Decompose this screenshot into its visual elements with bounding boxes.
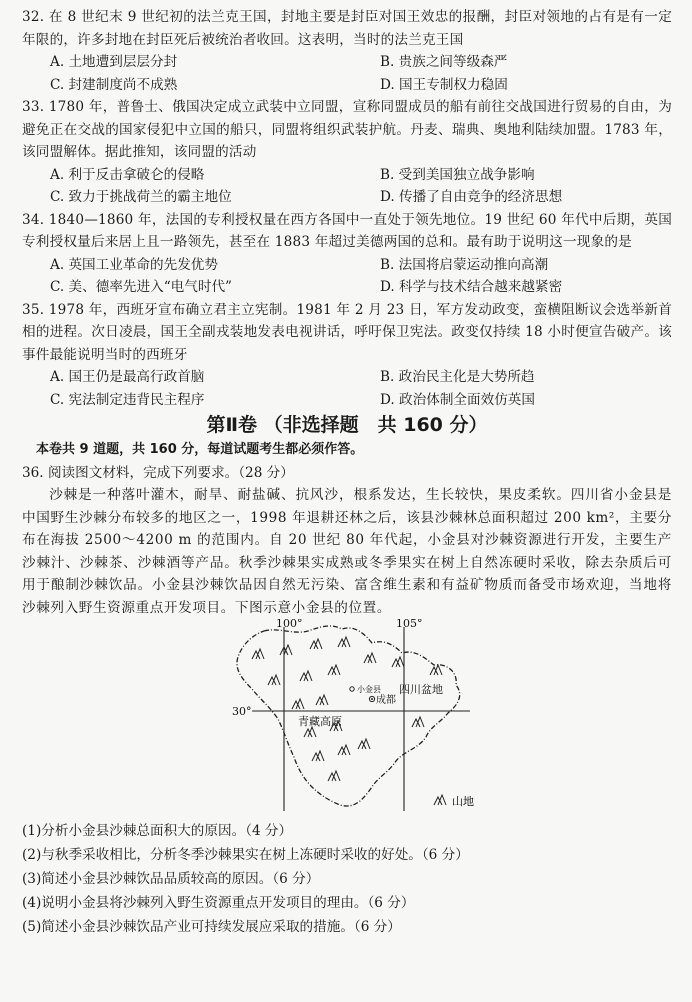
- question-34: [22, 209, 672, 299]
- question-33-options: [22, 164, 672, 209]
- subquestion-2: (2)与秋季采收相比，分析冬季沙棘果实在树上冻硬时采收的好处。（6 分）: [22, 847, 469, 863]
- location-map: [22, 619, 672, 819]
- lat-30-label: 30°: [232, 705, 252, 718]
- question-36-material: 沙棘是一种落叶灌木，耐旱、耐盐碱、抗风沙，根系发达，生长较快，果皮柔软。四川省小金县是中国野生沙棘分布较多的地区之一，1998 年退耕还林之后，该县沙棘林总面积超过 200 km²，主要分布在海拔 2500～4200 m 的范围内。自 20 世纪 80 年代起，小金县对沙棘资源进行开发，主要生产沙棘汁、沙棘茶、沙棘酒等产品。秋季沙棘果实成熟或冬季果实在树上自然冻硬时采收，除去杂质后可用于酿制沙棘饮品。小金县沙棘饮品因自然无污染、富含维生素和有益矿物质而备受市场欢迎，当地将沙棘列入野生资源重点开发项目。下图示意小金县的位置。: [22, 487, 672, 616]
- option-c[interactable]: C. 封建制度尚不成熟: [50, 76, 178, 93]
- question-32-stem: 32. 在 8 世纪末 9 世纪初的法兰克王国，封地主要是封臣对国王效忠的报酬，封臣对领地的占有是有一定年限的，许多封地在封臣死后被统治者收回。这表明，当时的法兰克王国: [22, 9, 672, 48]
- chengdu-label: 成都: [376, 695, 396, 706]
- mountain-legend-icon: [434, 795, 446, 805]
- lon-100-label: 100°: [276, 619, 303, 630]
- subquestion-3: (3)简述小金县沙棘饮品品质较高的原因。（6 分）: [22, 871, 320, 887]
- sichuan-basin-label: 四川盆地: [399, 683, 443, 696]
- tibet-plateau-label: 青藏高原: [298, 715, 342, 728]
- option-a[interactable]: A. 利于反击拿破仑的侵略: [50, 166, 205, 183]
- option-d[interactable]: D. 科学与技术结合越来越紧密: [380, 279, 563, 295]
- option-a[interactable]: A. 英国工业革命的先发优势: [50, 256, 218, 273]
- question-32-options: [22, 51, 672, 96]
- question-34-options: [22, 254, 672, 299]
- question-36-subquestions: [22, 819, 672, 939]
- question-36: [22, 462, 672, 940]
- option-d[interactable]: D. 国王专制权力稳固: [380, 76, 508, 93]
- option-a[interactable]: A. 土地遭到层层分封: [50, 54, 178, 70]
- section-title: 第Ⅱ卷 （非选择题 共 160 分）: [206, 414, 488, 436]
- section-note: 本卷共 9 道题，共 160 分，每道试题考生都必须作答。: [36, 442, 364, 457]
- option-d[interactable]: D. 政治体制全面效仿英国: [380, 391, 535, 408]
- xiaojin-label: 小金县: [357, 685, 381, 694]
- exam-page: [22, 6, 672, 939]
- sichuan-map: [212, 619, 502, 819]
- option-b[interactable]: B. 法国将启蒙运动推向高潮: [380, 256, 549, 273]
- option-c[interactable]: C. 宪法制定违背民主程序: [50, 391, 205, 408]
- xiaojin-marker: [350, 687, 354, 691]
- option-b[interactable]: B. 政治民主化是大势所趋: [380, 369, 535, 385]
- subquestion-1: (1)分析小金县沙棘总面积大的原因。（4 分）: [22, 823, 293, 839]
- question-35: [22, 299, 672, 412]
- legend-label: 山地: [452, 795, 474, 808]
- question-32: [22, 6, 672, 96]
- question-34-stem: 34. 1840—1860 年，法国的专利授权量在西方各国中一直处于领先地位。19 世纪 60 年代中后期，英国专利授权量后来居上且一路领先，甚至在 1883 年超过美德两国的总和。最有助于说明这一现象的是: [22, 211, 672, 250]
- question-33: [22, 96, 672, 209]
- option-c[interactable]: C. 美、德率先进入“电气时代”: [50, 279, 232, 295]
- option-b[interactable]: B. 贵族之间等级森严: [380, 54, 508, 70]
- question-35-options: [22, 366, 672, 411]
- province-outline: [237, 626, 460, 806]
- subquestion-4: (4)说明小金县将沙棘列入野生资源重点开发项目的理由。（6 分）: [22, 895, 415, 911]
- question-36-intro: 36. 阅读图文材料，完成下列要求。（28 分）: [22, 464, 294, 481]
- question-33-stem: 33. 1780 年，普鲁士、俄国决定成立武装中立同盟，宣称同盟成员的船有前往交战国进行贸易的自由，为避免正在交战的国家侵犯中立国的船只，同盟将组织武装护航。丹麦、瑞典、奥地利陆续加盟。1783 年，该同盟解体。据此推知，该同盟的活动: [22, 99, 672, 160]
- option-b[interactable]: B. 受到美国独立战争影响: [380, 166, 535, 183]
- lon-105-label: 105°: [396, 619, 423, 630]
- map-legend: [434, 794, 474, 808]
- option-c[interactable]: C. 致力于挑战荷兰的霸主地位: [50, 189, 232, 205]
- question-35-stem: 35. 1978 年，西班牙宣布确立君主立宪制。1981 年 2 月 23 日，军方发动政变，蛮横阻断议会选举新首相的进程。次日凌晨，国王全副戎装地发表电视讲话，呼吁保卫宪法。政变仅持续 18 小时便宣告破产。该事件最能说明当时的西班牙: [22, 301, 672, 363]
- mountain-symbols: [252, 637, 442, 781]
- option-a[interactable]: A. 国王仍是最高行政首脑: [50, 369, 205, 385]
- option-d[interactable]: D. 传播了自由竞争的经济思想: [380, 189, 563, 205]
- subquestion-5: (5)简述小金县沙棘饮品产业可持续发展应采取的措施。（6 分）: [22, 919, 401, 935]
